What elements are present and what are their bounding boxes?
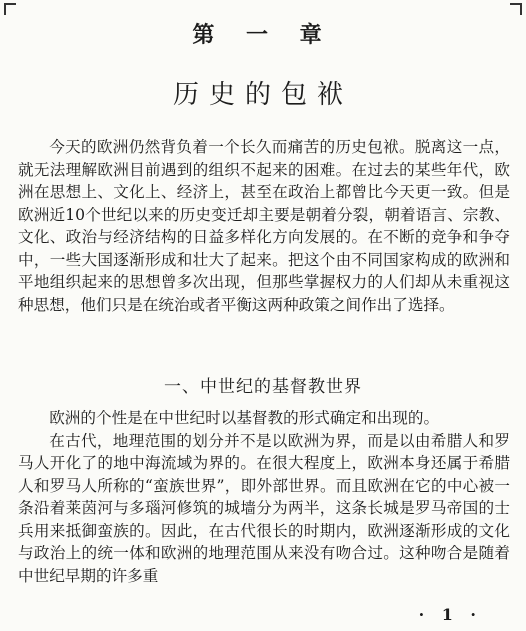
section-paragraph-1: 欧洲的个性是在中世纪时以基督教的形式确定和出现的。 xyxy=(49,409,440,427)
intro-section xyxy=(18,136,510,316)
section-heading: 一、中世纪的基督教世界 xyxy=(164,377,362,397)
intro-paragraph: 今天的欧洲仍然背负着一个长久而痛苦的历史包袱。脱离这一点，就无法理解欧洲目前遇到的组织不起来的困难。在过去的某些年代，欧洲在思想上、文化上、经济上，甚至在政治上都曾比今天更一致。但是欧洲近10个世纪以来的历史变迁却主要是朝着分裂，朝着语言、宗教、文化、政治与经济结构的日益多样化方向发展的。在不断的竞争和争夺中，一些大国逐渐形成和壮大了起来。把这个由不同国家构成的欧洲和平地组织起来的思想曾多次出现，但那些掌握权力的人们却从未重视这种思想，他们只是在统治或者平衡这两种政策之间作出了选择。 xyxy=(18,138,510,314)
section-body xyxy=(18,407,510,587)
page-number: · 1 · xyxy=(418,605,482,624)
section-paragraph-2: 在古代，地理范围的划分并不是以欧洲为界，而是以由希腊人和罗马人开化了的地中海流域为界的。在很大程度上，欧洲本身还属于希腊人和罗马人所称的“蛮族世界”，即外部世界。而且欧洲在它的中心被一条沿着莱茵河与多瑙河修筑的城墙分为两半，这条长城是罗马帝国的士兵用来抵御蛮族的。因此，在古代很长的时期内，欧洲逐渐形成的文化与政治上的统一体和欧洲的地理范围从来没有吻合过。这种吻合是随着中世纪早期的许多重 xyxy=(18,431,510,585)
chapter-title: 历史的包袱 xyxy=(172,80,353,110)
crop-mark-top-right xyxy=(510,3,522,15)
crop-mark-top-left xyxy=(4,3,16,15)
chapter-heading: 第 一 章 xyxy=(192,23,334,48)
